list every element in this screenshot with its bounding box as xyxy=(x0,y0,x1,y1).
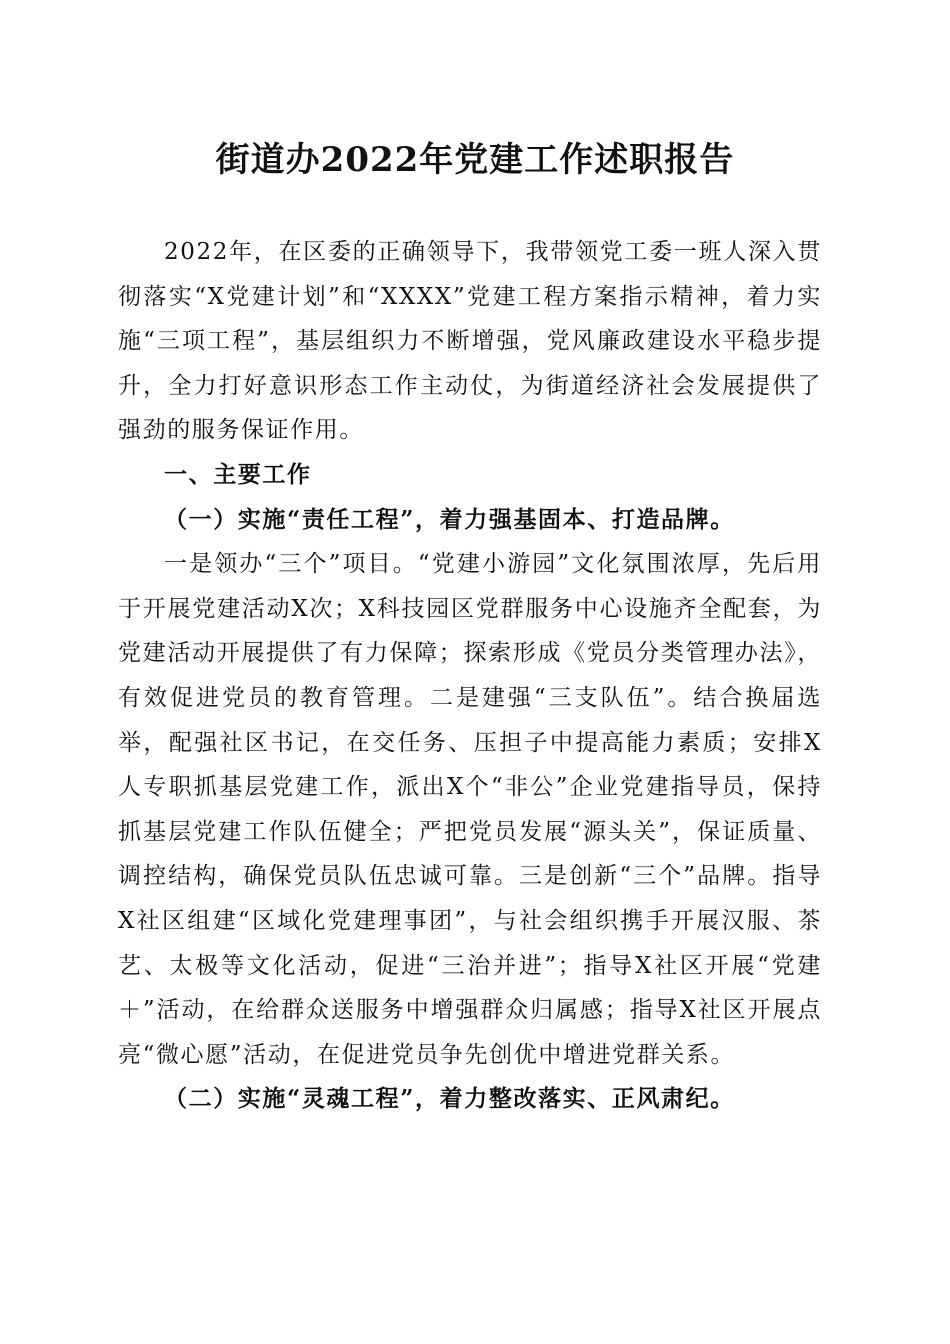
subsection-heading-soul: （二）实施“灵魂工程”，着力整改落实、正风肃纪。 xyxy=(164,1085,735,1113)
intro-paragraph: 2022年，在区委的正确领导下，我带领党工委一班人深入贯彻落实“X党建计划”和“XXXX”党建工程方案指示精神，着力实施“三项工程”，基层组织力不断增强，党风廉政建设水平稳步提升，全力打好意识形态工作主动仗，为街道经济社会发展提供了强劲的服务保证作用。 xyxy=(118,239,822,444)
document-body xyxy=(118,230,822,1122)
document-title: 街道办2022年党建工作述职报告 xyxy=(215,140,735,180)
section-heading-main-work: 一、主要工作 xyxy=(164,461,312,488)
subsection-body-responsibility: 一是领办“三个”项目。“党建小游园”文化氛围浓厚，先后用于开展党建活动X次；X科技园区党群服务中心设施齐全配套，为党建活动开展提供了有力保障；探索形成《党员分类管理办法》，有效促进党员的教育管理。二是建强“三支队伍”。结合换届选举，配强社区书记，在交任务、压担子中提高能力素质；安排X人专职抓基层党建工作，派出X个“非公”企业党建指导员，保持抓基层党建工作队伍健全；严把党员发展“源头关”，保证质量、调控结构，确保党员队伍忠诚可靠。三是创新“三个”品牌。指导X社区组建“区域化党建理事团”，与社会组织携手开展汉服、茶艺、太极等文化活动，促进“三治并进”；指导X社区开展“党建＋”活动，在给群众送服务中增强群众归属感；指导X社区开展点亮“微心愿”活动，在促进党员争先创优中增进党群关系。 xyxy=(118,551,822,1068)
subsection-heading-responsibility: （一）实施“责任工程”，着力强基固本、打造品牌。 xyxy=(164,505,735,533)
